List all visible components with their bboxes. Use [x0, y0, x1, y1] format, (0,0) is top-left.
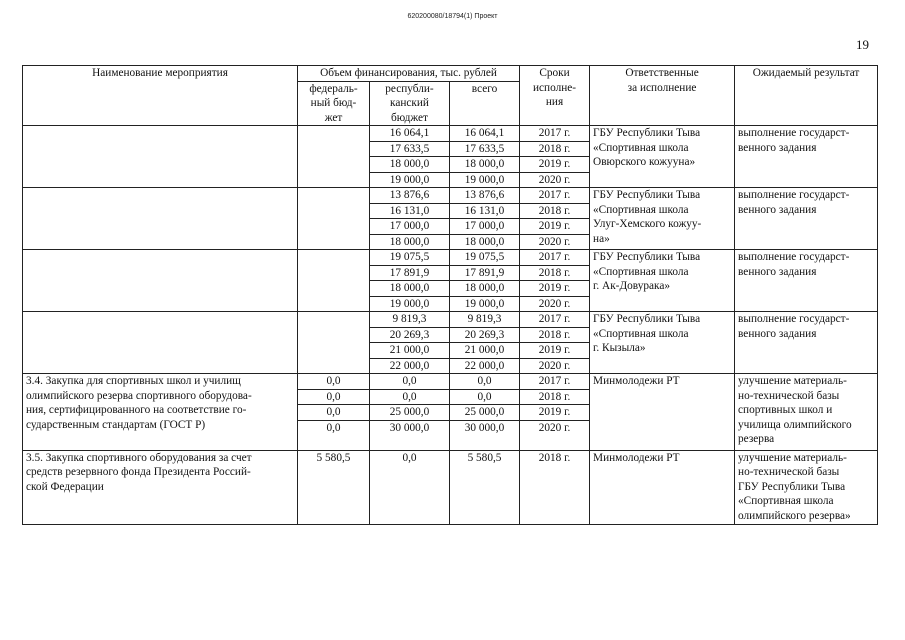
result-cell: выполнение государст- венного задания [735, 126, 878, 188]
year-cell: 2018 г. [520, 265, 590, 281]
year-cell: 2020 г. [520, 234, 590, 250]
republic-cell: 22 000,0 [370, 358, 450, 374]
total-cell: 17 891,9 [450, 265, 520, 281]
name-cell-empty [23, 250, 298, 312]
federal-cell: 0,0 [298, 405, 370, 421]
federal-cell-empty [298, 188, 370, 250]
responsible-cell: ГБУ Республики Тыва «Спортивная школа г. Ак-Довурака» [590, 250, 735, 312]
republic-cell: 19 075,5 [370, 250, 450, 266]
year-cell: 2019 г. [520, 405, 590, 421]
republic-cell: 17 891,9 [370, 265, 450, 281]
table-row [23, 126, 878, 142]
result-cell: улучшение материаль- но-технической базы ГБУ Республики Тыва «Спортивная школа олимпийского резерва» [735, 450, 878, 524]
total-cell: 13 876,6 [450, 188, 520, 204]
year-cell: 2020 г. [520, 296, 590, 312]
header-result: Ожидаемый результат [735, 66, 878, 126]
header-responsible: Ответственные за исполнение [590, 66, 735, 126]
republic-cell: 0,0 [370, 374, 450, 390]
total-cell: 19 000,0 [450, 172, 520, 188]
responsible-cell: Минмолодежи РТ [590, 450, 735, 524]
federal-cell: 0,0 [298, 389, 370, 405]
result-cell: выполнение государст- венного задания [735, 250, 878, 312]
name-cell-empty [23, 312, 298, 374]
federal-cell: 0,0 [298, 374, 370, 390]
header-deadline: Сроки исполне- ния [520, 66, 590, 126]
year-cell: 2019 г. [520, 343, 590, 359]
federal-cell-empty [298, 126, 370, 188]
header-total: всего [450, 81, 520, 126]
responsible-cell: Минмолодежи РТ [590, 374, 735, 451]
year-cell: 2017 г. [520, 374, 590, 390]
republic-cell: 18 000,0 [370, 157, 450, 173]
total-cell: 30 000,0 [450, 420, 520, 450]
total-cell: 18 000,0 [450, 281, 520, 297]
federal-cell: 0,0 [298, 420, 370, 450]
republic-cell: 19 000,0 [370, 172, 450, 188]
republic-cell: 18 000,0 [370, 234, 450, 250]
year-cell: 2017 г. [520, 312, 590, 328]
year-cell: 2018 г. [520, 327, 590, 343]
year-cell: 2017 г. [520, 126, 590, 142]
federal-cell: 5 580,5 [298, 450, 370, 524]
republic-cell: 20 269,3 [370, 327, 450, 343]
item-3-5-name: 3.5. Закупка спортивного оборудования за счет средств резервного фонда Президента Россий- ской Федерации [23, 450, 298, 524]
year-cell: 2018 г. [520, 450, 590, 524]
republic-cell: 13 876,6 [370, 188, 450, 204]
total-cell: 0,0 [450, 389, 520, 405]
result-cell: улучшение материаль- но-технической базы спортивных школ и училища олимпийского резерва [735, 374, 878, 451]
total-cell: 18 000,0 [450, 157, 520, 173]
header-republic: республи- канский бюджет [370, 81, 450, 126]
republic-cell: 19 000,0 [370, 296, 450, 312]
total-cell: 20 269,3 [450, 327, 520, 343]
year-cell: 2020 г. [520, 172, 590, 188]
republic-cell: 17 633,5 [370, 141, 450, 157]
responsible-cell: ГБУ Республики Тыва «Спортивная школа г. Кызыла» [590, 312, 735, 374]
republic-cell: 30 000,0 [370, 420, 450, 450]
republic-cell: 9 819,3 [370, 312, 450, 328]
year-cell: 2019 г. [520, 157, 590, 173]
header-funding: Объем финансирования, тыс. рублей [298, 66, 520, 82]
federal-cell-empty [298, 312, 370, 374]
year-cell: 2017 г. [520, 188, 590, 204]
table-row [23, 312, 878, 328]
republic-cell: 25 000,0 [370, 405, 450, 421]
header-name: Наименование мероприятия [23, 66, 298, 126]
total-cell: 17 000,0 [450, 219, 520, 235]
program-table [22, 65, 878, 525]
total-cell: 19 075,5 [450, 250, 520, 266]
federal-cell-empty [298, 250, 370, 312]
total-cell: 22 000,0 [450, 358, 520, 374]
year-cell: 2018 г. [520, 141, 590, 157]
table-row [23, 450, 878, 524]
republic-cell: 16 131,0 [370, 203, 450, 219]
republic-cell: 0,0 [370, 389, 450, 405]
year-cell: 2017 г. [520, 250, 590, 266]
name-cell-empty [23, 126, 298, 188]
total-cell: 17 633,5 [450, 141, 520, 157]
total-cell: 5 580,5 [450, 450, 520, 524]
total-cell: 19 000,0 [450, 296, 520, 312]
year-cell: 2018 г. [520, 203, 590, 219]
table-row [23, 374, 878, 390]
page-number: 19 [856, 37, 869, 52]
result-cell: выполнение государст- венного задания [735, 312, 878, 374]
republic-cell: 0,0 [370, 450, 450, 524]
document-id: 620200080/18794(1) Проект [407, 13, 498, 20]
total-cell: 25 000,0 [450, 405, 520, 421]
total-cell: 9 819,3 [450, 312, 520, 328]
item-3-4-name: 3.4. Закупка для спортивных школ и училищ олимпийского резерва спортивного оборудова- ния, сертифицированного на соответствие го- сударственным стандартам (ГОСТ Р) [23, 374, 298, 451]
year-cell: 2019 г. [520, 281, 590, 297]
year-cell: 2019 г. [520, 219, 590, 235]
responsible-cell: ГБУ Республики Тыва «Спортивная школа Овюрского кожууна» [590, 126, 735, 188]
total-cell: 0,0 [450, 374, 520, 390]
total-cell: 16 064,1 [450, 126, 520, 142]
total-cell: 21 000,0 [450, 343, 520, 359]
result-cell: выполнение государст- венного задания [735, 188, 878, 250]
table-row [23, 250, 878, 266]
table-row [23, 188, 878, 204]
republic-cell: 16 064,1 [370, 126, 450, 142]
republic-cell: 18 000,0 [370, 281, 450, 297]
republic-cell: 21 000,0 [370, 343, 450, 359]
name-cell-empty [23, 188, 298, 250]
total-cell: 16 131,0 [450, 203, 520, 219]
year-cell: 2018 г. [520, 389, 590, 405]
total-cell: 18 000,0 [450, 234, 520, 250]
header-row-1 [23, 66, 878, 82]
year-cell: 2020 г. [520, 420, 590, 450]
year-cell: 2020 г. [520, 358, 590, 374]
responsible-cell: ГБУ Республики Тыва «Спортивная школа Улуг-Хемского кожуу- на» [590, 188, 735, 250]
republic-cell: 17 000,0 [370, 219, 450, 235]
header-federal: федераль- ный бюд- жет [298, 81, 370, 126]
